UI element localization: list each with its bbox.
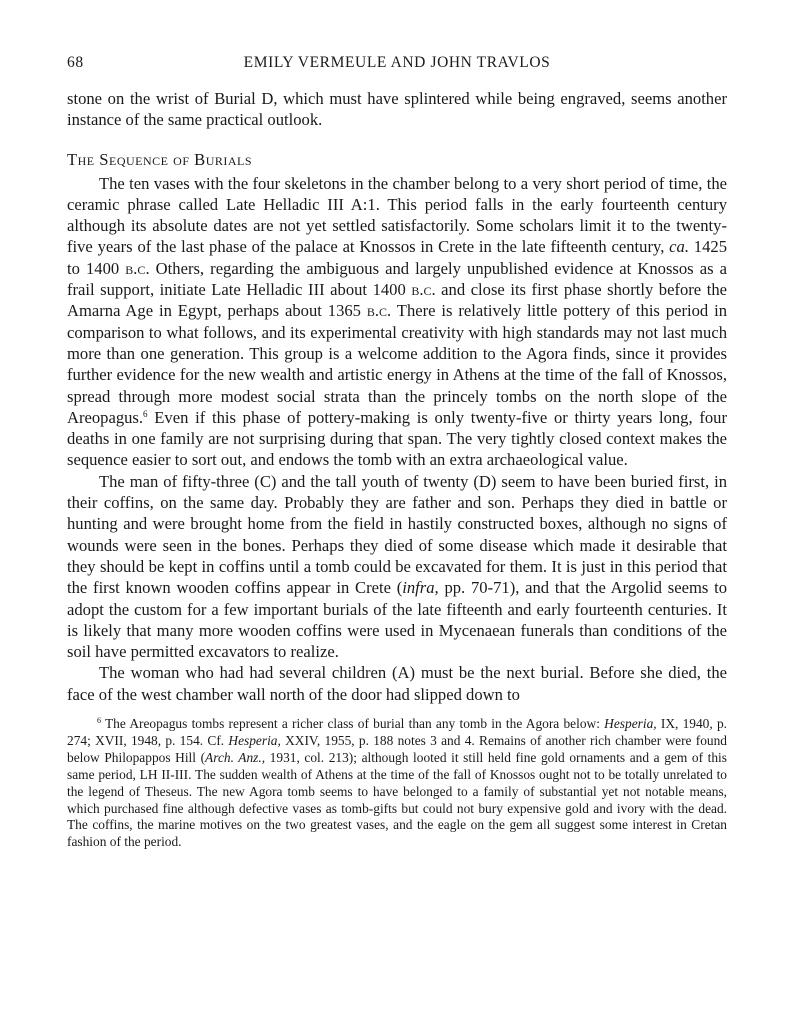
text-run: The ten vases with the four skeletons in the chamber belong to a very short period of time, the ceramic phrase called Late Helladic III A:1. This period falls in the early fourteenth century although its absolute dates are not yet settled satisfactorily. Some scholars limit it to the twenty-five years of the last phase of the palace at Knossos in Crete in the late fifteenth century,	[67, 173, 727, 257]
italic-text: infra,	[402, 578, 439, 598]
text-run: Even if this phase of pottery-making is only twenty-five or thirty years long, four deaths in one family are not surprising during that span. The very tightly closed context makes the sequence easier to sort out, and endows the tomb with an extra archaeological value.	[67, 407, 727, 470]
footnote-reference[interactable]: 6	[143, 408, 148, 419]
era-abbreviation: b.c.	[366, 301, 392, 321]
running-title: EMILY VERMEULE AND JOHN TRAVLOS	[243, 54, 551, 71]
journal-title: Hesperia,	[604, 716, 657, 732]
journal-title: Hesperia,	[228, 732, 281, 748]
text-run: The Areopagus tombs represent a richer class of burial than any tomb in the Agora below:	[101, 716, 605, 732]
page-number: 68	[67, 54, 84, 71]
footnote	[67, 716, 727, 851]
text-run: IX, 1940, p. 274; XVII, 1948, p. 154. Cf.	[67, 716, 727, 748]
journal-title: Arch. Anz.,	[205, 749, 266, 765]
running-head	[67, 54, 727, 80]
text-run: 1931, col. 213); although looted it still held fine gold ornaments and a gem of this same period, LH II-III. The sudden wealth of Athens at the time of the fall of Knossos ought not to be totally unrelated to the legend of Theseus. The new Agora tomb seems to have belonged to a family of substantial yet not notable means, which purchased fine although defective vases as tomb-gifts but could not bury expensive gold and ivory with the dead. The coffins, the marine motives on the two greatest vases, and the eagle on the gem all suggest some interest in Cretan fashion of the period.	[67, 749, 727, 850]
body-paragraph-2	[67, 471, 727, 663]
text-run: Others, regarding the ambiguous and largely unpublished evidence at Knossos as a frail support, initiate Late Helladic III about 1400	[67, 258, 727, 300]
body-paragraph-1	[67, 173, 727, 471]
text-run: XXIV, 1955, p. 188 notes 3 and 4. Remains of another rich chamber were found below Philopappos Hill (	[67, 732, 727, 765]
italic-text: ca.	[669, 237, 689, 257]
body-paragraph-3: The woman who had had several children (A) must be the next burial. Before she died, the face of the west chamber wall north of the door had slipped down to	[67, 663, 727, 704]
text-run: There is relatively little pottery of this period in comparison to what follows, and its experimental creativity with high standards may not last much more than one generation. This group is a welcome addition to the Agora finds, since it provides further evidence for the new wealth and artistic energy in Athens at the time of the fall of Knossos, spread through more modest social strata than the princely tombs on the north slope of the Areopagus.	[67, 301, 728, 427]
era-abbreviation: b.c.	[411, 280, 436, 300]
continued-paragraph: stone on the wrist of Burial D, which must have splintered while being engraved, seems another instance of the same practical outlook.	[67, 89, 727, 130]
document-page	[67, 54, 727, 865]
text-run: pp. 70-71), and that the Argolid seems to adopt the custom for a few important burials of the late fifteenth and early fourteenth centuries. It is likely that many more wooden coffins were used in Mycenaean funerals than conditions of the soil have permitted excavators to realize.	[67, 578, 727, 662]
section-heading: The Sequence of Burials	[67, 149, 253, 169]
footnote-number: 6	[97, 716, 101, 726]
era-abbreviation: b.c.	[125, 258, 150, 278]
text-run: and close its first phase shortly before the Amarna Age in Egypt, perhaps about 1365	[67, 280, 727, 321]
text-run: The man of fifty-three (C) and the tall youth of twenty (D) seem to have been buried first, in their coffins, on the same day. Probably they are father and son. Perhaps they died in battle or hunting and were brought home from the field in hastily constructed boxes, although no signs of wounds were seen in the bones. Perhaps they died of some disease which made it desirable that they should be kept in coffins until a tomb could be excavated for them. It is just in this period that the first known wooden coffins appear in Crete (	[67, 471, 727, 598]
text-run: 1425 to 1400	[67, 237, 727, 278]
